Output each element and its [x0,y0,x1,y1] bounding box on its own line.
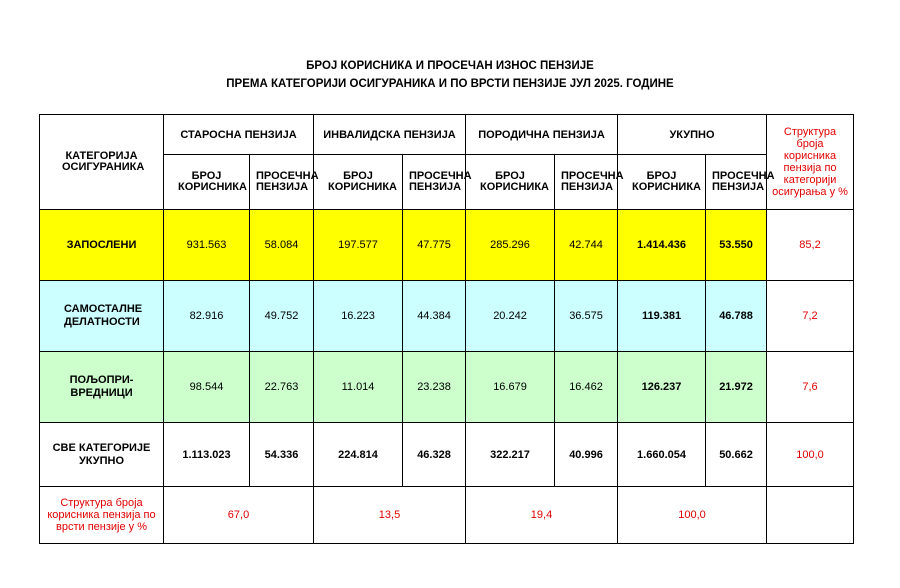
footer-value-family: 19,4 [466,487,618,544]
header-group-family: ПОРОДИЧНА ПЕНЗИЈА [466,115,618,155]
table-row [40,352,854,423]
cell-total: 1.660.054 [618,423,706,487]
table-row-total [40,423,854,487]
cell-value: 49.752 [250,281,314,352]
header-group-disability: ИНВАЛИДСКА ПЕНЗИЈА [314,115,466,155]
footer-value-old-age: 67,0 [164,487,314,544]
cell-value: 11.014 [314,352,403,423]
header-sub-count: БРОЈ КОРИСНИКА [314,155,403,210]
header-sub-count: БРОЈ КОРИСНИКА [618,155,706,210]
row-category: ЗАПОСЛЕНИ [40,210,164,281]
cell-value: 16.679 [466,352,555,423]
footer-label: Структура броја корисника пензија по врсти пензије у % [40,487,164,544]
cell-value: 224.814 [314,423,403,487]
header-sub-avg: ПРОСЕЧНА ПЕНЗИЈА [403,155,466,210]
pension-table [39,114,854,544]
cell-value: 42.744 [555,210,618,281]
footer-row [40,487,854,544]
header-sub-avg: ПРОСЕЧНА ПЕНЗИЈА [706,155,767,210]
cell-total: 119.381 [618,281,706,352]
cell-value: 36.575 [555,281,618,352]
header-sub-avg: ПРОСЕЧНА ПЕНЗИЈА [555,155,618,210]
cell-structure: 7,6 [767,352,854,423]
table-row [40,210,854,281]
cell-value: 285.296 [466,210,555,281]
cell-value: 98.544 [164,352,250,423]
header-row-groups [40,115,854,155]
header-group-old-age: СТАРОСНА ПЕНЗИЈА [164,115,314,155]
cell-value: 20.242 [466,281,555,352]
row-category: ПОЉОПРИ-ВРЕДНИЦИ [40,352,164,423]
cell-value: 16.223 [314,281,403,352]
row-category: СВЕ КАТЕГОРИЈЕ УКУПНО [40,423,164,487]
cell-value: 47.775 [403,210,466,281]
header-sub-count: БРОЈ КОРИСНИКА [164,155,250,210]
cell-value: 931.563 [164,210,250,281]
header-sub-count: БРОЈ КОРИСНИКА [466,155,555,210]
cell-value: 1.113.023 [164,423,250,487]
cell-total: 21.972 [706,352,767,423]
header-structure: Структура броја корисника пензија по категорији осигурања у % [767,115,854,210]
cell-total: 1.414.436 [618,210,706,281]
cell-total: 50.662 [706,423,767,487]
cell-value: 40.996 [555,423,618,487]
row-category: САМОСТАЛНЕ ДЕЛАТНОСТИ [40,281,164,352]
footer-value-total: 100,0 [618,487,767,544]
cell-total: 53.550 [706,210,767,281]
header-category: КАТЕГОРИЈА ОСИГУРАНИКА [40,115,164,210]
cell-total: 126.237 [618,352,706,423]
cell-value: 44.384 [403,281,466,352]
footer-value-disability: 13,5 [314,487,466,544]
footer-empty-cell [767,487,854,544]
cell-value: 23.238 [403,352,466,423]
cell-value: 82.916 [164,281,250,352]
cell-value: 16.462 [555,352,618,423]
cell-structure: 85,2 [767,210,854,281]
table-row [40,281,854,352]
cell-value: 54.336 [250,423,314,487]
cell-value: 22.763 [250,352,314,423]
header-sub-avg: ПРОСЕЧНА ПЕНЗИЈА [250,155,314,210]
header-group-total: УКУПНО [618,115,767,155]
cell-value: 58.084 [250,210,314,281]
title-line-1: БРОЈ КОРИСНИКА И ПРОСЕЧАН ИЗНОС ПЕНЗИЈЕ [306,60,594,72]
cell-value: 46.328 [403,423,466,487]
cell-value: 197.577 [314,210,403,281]
cell-value: 322.217 [466,423,555,487]
cell-structure: 7,2 [767,281,854,352]
title-line-2: ПРЕМА КАТЕГОРИЈИ ОСИГУРАНИКА И ПО ВРСТИ ПЕНЗИЈЕ ЈУЛ 2025. ГОДИНЕ [226,78,674,90]
cell-total: 46.788 [706,281,767,352]
cell-structure: 100,0 [767,423,854,487]
